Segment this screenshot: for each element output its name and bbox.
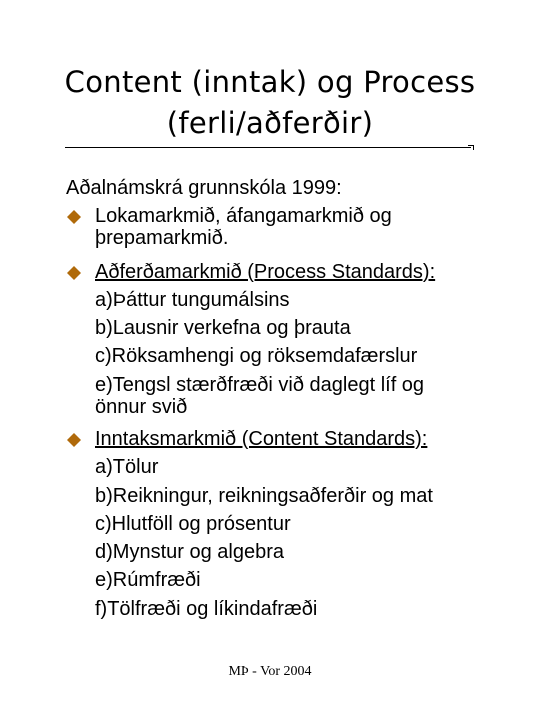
title-divider: [65, 147, 471, 148]
bullet-2-heading: Aðferðamarkmið (Process Standards):: [95, 261, 436, 283]
bullet-3-item: d)Mynstur og algebra: [95, 541, 284, 563]
bullet-2-item: e)Tengsl stærðfræði við daglegt líf og: [95, 374, 425, 396]
slide-title: [0, 62, 540, 144]
bullet-icon: [67, 210, 81, 224]
bullet-1-line-2: þrepamarkmið.: [95, 227, 229, 249]
footer-text: MÞ - Vor 2004: [228, 664, 312, 679]
bullet-2-item: c)Röksamhengi og röksemdafærslur: [95, 345, 418, 367]
bullet-2-item: b)Lausnir verkefna og þrauta: [95, 317, 351, 339]
bullet-icon: [67, 433, 81, 447]
bullet-1-line-1: Lokamarkmið, áfangamarkmið og: [95, 205, 392, 227]
bullet-3-item: f)Tölfræði og líkindafræði: [95, 598, 318, 620]
bullet-icon: [67, 266, 81, 280]
bullet-3-item: c)Hlutföll og prósentur: [95, 513, 291, 535]
bullet-3-item: a)Tölur: [95, 456, 159, 478]
bullet-3-item: b)Reikningur, reikningsaðferðir og mat: [95, 485, 433, 507]
bullet-3-heading: Inntaksmarkmið (Content Standards):: [95, 428, 428, 450]
title-line-1: Content (inntak) og Process: [64, 65, 476, 99]
bullet-2-item: önnur svið: [95, 396, 188, 418]
bullet-2-item: a)Þáttur tungumálsins: [95, 289, 290, 311]
title-line-2: (ferli/aðferðir): [166, 106, 374, 140]
intro-text: Aðalnámskrá grunnskóla 1999:: [66, 177, 342, 199]
title-divider-end: [468, 145, 474, 150]
bullet-3-item: e)Rúmfræði: [95, 569, 201, 591]
